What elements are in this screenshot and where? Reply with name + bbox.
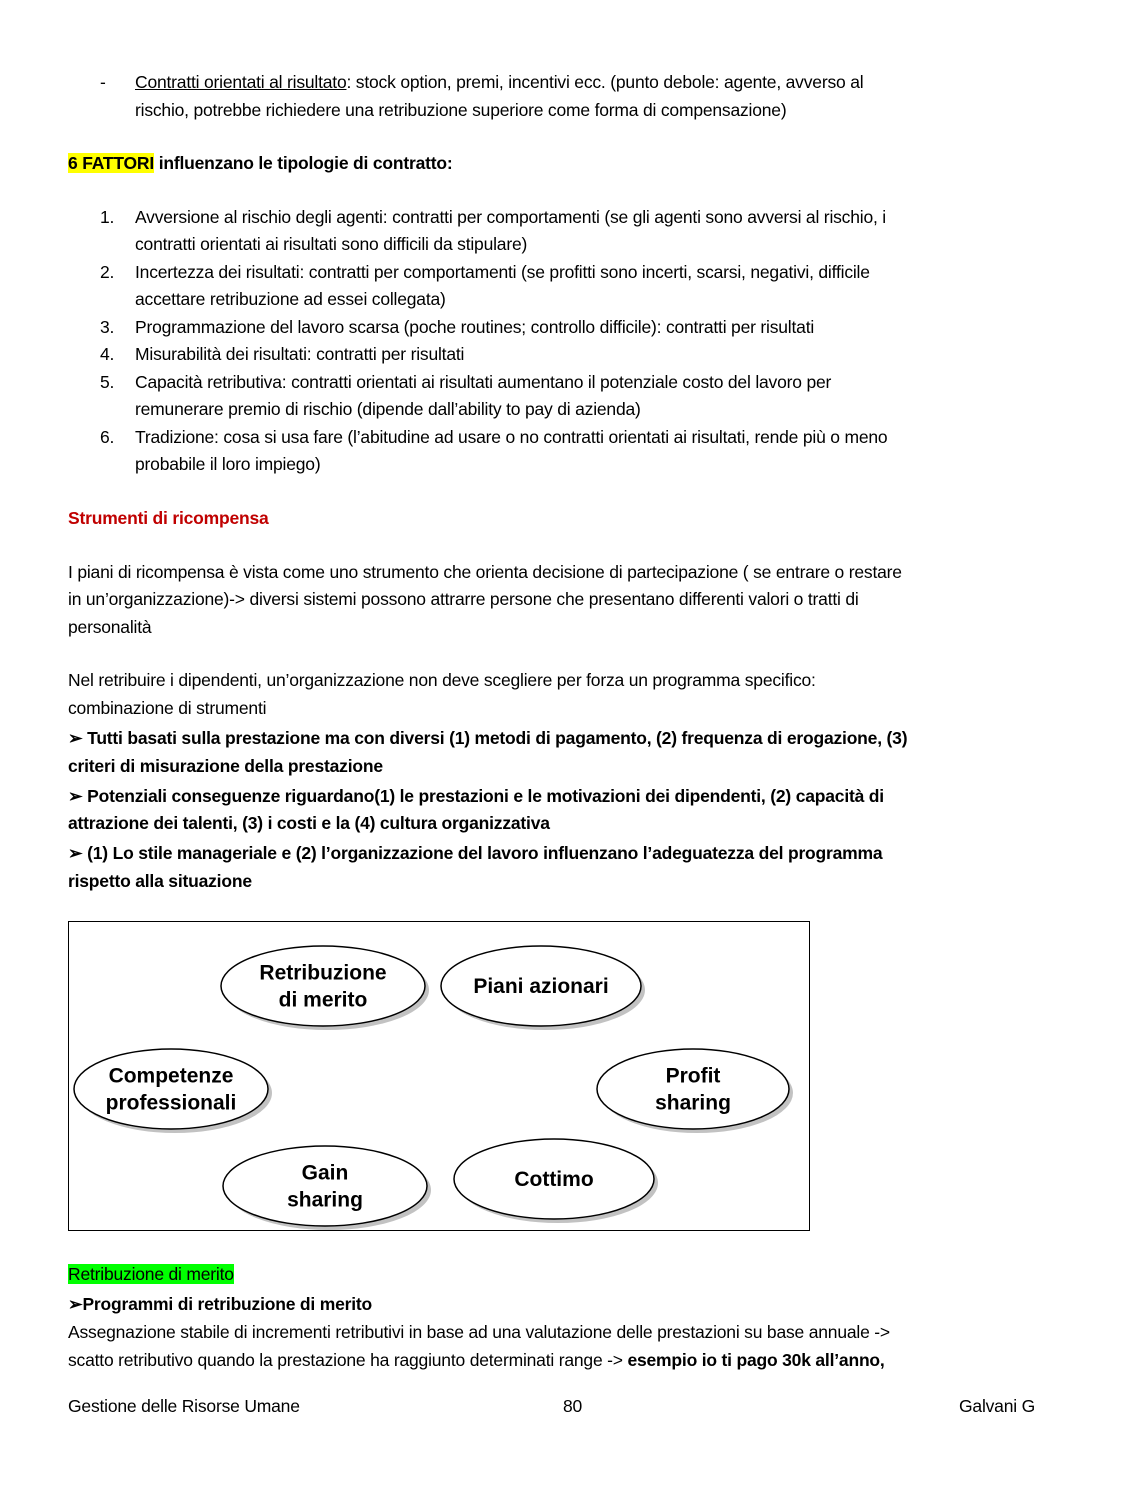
para-line: I piani di ricompensa è vista come uno strumento che orienta decisione di partecipazione ( se entrare o restare (68, 562, 902, 582)
para-line: personalità (68, 617, 152, 637)
text: scatto retributivo quando la prestazione ha raggiunto determinati range -> (68, 1350, 628, 1370)
highlight: Retribuzione di merito (68, 1264, 234, 1284)
ellipse-label: Competenze (108, 1064, 234, 1088)
list-item-line: contratti orientati ai risultati sono difficili da stipulare) (135, 234, 528, 254)
para-line: combinazione di strumenti (68, 698, 267, 718)
underlined-term: Contratti orientati al risultato (135, 72, 347, 92)
list-item-line: accettare retribuzione ad essei collegata) (135, 289, 446, 309)
top-item-line-2: rischio, potrebbe richiedere una retribuzione superiore come forma di compensazione) (135, 100, 787, 120)
bullet-line: ➢ (1) Lo stile manageriale e (2) l’organizzazione del lavoro influenzano l’adeguatezza del programma (68, 843, 883, 863)
ellipse-label: Profit (665, 1064, 721, 1088)
page-number: 80 (563, 1396, 583, 1416)
para-line: Assegnazione stabile di incrementi retributivi in base ad una valutazione delle prestazioni su base annuale -> (68, 1322, 890, 1342)
top-item-line-1 (135, 69, 863, 95)
list-item-line: Misurabilità dei risultati: contratti per risultati (135, 344, 465, 364)
list-item-line: remunerare premio di rischio (dipende dall’ability to pay di azienda) (135, 399, 641, 419)
list-item-line: Tradizione: cosa si usa fare (l’abitudine ad usare o no contratti orientati ai risultati, rende più o meno (135, 427, 888, 447)
list-item-line: Capacità retributiva: contratti orientati ai risultati aumentano il potenziale costo del lavoro per (135, 372, 832, 392)
ellipse-label: Cottimo (514, 1168, 594, 1191)
list-number: 1. (100, 207, 115, 227)
bullet-line: rispetto alla situazione (68, 871, 252, 891)
bullet-line: ➢ Potenziali conseguenze riguardano(1) le prestazioni e le motivazioni dei dipendenti, (2) capacità di (68, 786, 884, 806)
text: influenzano le tipologie di contratto: (154, 153, 453, 173)
ellipse-label: Piani azionari (473, 975, 609, 998)
ellipse-profit-sharing (597, 1049, 789, 1129)
subheading: ➢Programmi di retribuzione di merito (68, 1294, 373, 1314)
list-number: 5. (100, 372, 115, 392)
section-heading-strumenti: Strumenti di ricompensa (68, 508, 269, 528)
list-number: 4. (100, 344, 115, 364)
ellipse-gain-sharing (223, 1146, 427, 1226)
bullet-line: criteri di misurazione della prestazione (68, 756, 383, 776)
para-line: Nel retribuire i dipendenti, un’organizzazione non deve scegliere per forza un programma specifico: (68, 670, 816, 690)
ellipse-competenze-professionali (74, 1049, 268, 1129)
list-number: 3. (100, 317, 115, 337)
highlight: 6 FATTORI (68, 153, 155, 173)
ellipse-label: di merito (278, 988, 368, 1012)
section-heading-merito (68, 1261, 234, 1287)
bullet-line: attrazione dei talenti, (3) i costi e la (4) cultura organizzativa (68, 813, 550, 833)
bold-text: esempio io ti pago 30k all’anno, (627, 1350, 885, 1370)
footer-right: Galvani G (959, 1396, 1036, 1416)
list-item-line: Programmazione del lavoro scarsa (poche routines; controllo difficile): contratti per risultati (135, 317, 815, 337)
list-item-line: Incertezza dei risultati: contratti per comportamenti (se profitti sono incerti, scarsi, negativi, difficile (135, 262, 870, 282)
list-number: 2. (100, 262, 115, 282)
list-item-line: probabile il loro impiego) (135, 454, 321, 474)
factors-heading (68, 150, 452, 176)
ellipse-label: sharing (287, 1188, 363, 1212)
list-bullet: - (100, 72, 106, 92)
list-item-line: Avversione al rischio degli agenti: contratti per comportamenti (se gli agenti sono avversi al rischio, i (135, 207, 886, 227)
list-number: 6. (100, 427, 115, 447)
ellipse-label: sharing (655, 1091, 731, 1115)
para-line: in un’organizzazione)-> diversi sistemi possono attrarre persone che presentano differenti valori o tratti di (68, 589, 859, 609)
ellipse-label: Retribuzione (259, 961, 387, 985)
text: : stock option, premi, incentivi ecc. (punto debole: agente, avverso al (346, 72, 864, 92)
reward-tools-diagram (68, 921, 810, 1231)
ellipse-label: professionali (105, 1091, 237, 1115)
footer-left: Gestione delle Risorse Umane (68, 1396, 300, 1416)
ellipse-label: Gain (301, 1161, 349, 1185)
para-line (68, 1347, 885, 1373)
ellipse-retribuzione-di-merito (221, 946, 425, 1026)
bullet-line: ➢ Tutti basati sulla prestazione ma con diversi (1) metodi di pagamento, (2) frequenza di erogazione, (3) (68, 728, 908, 748)
